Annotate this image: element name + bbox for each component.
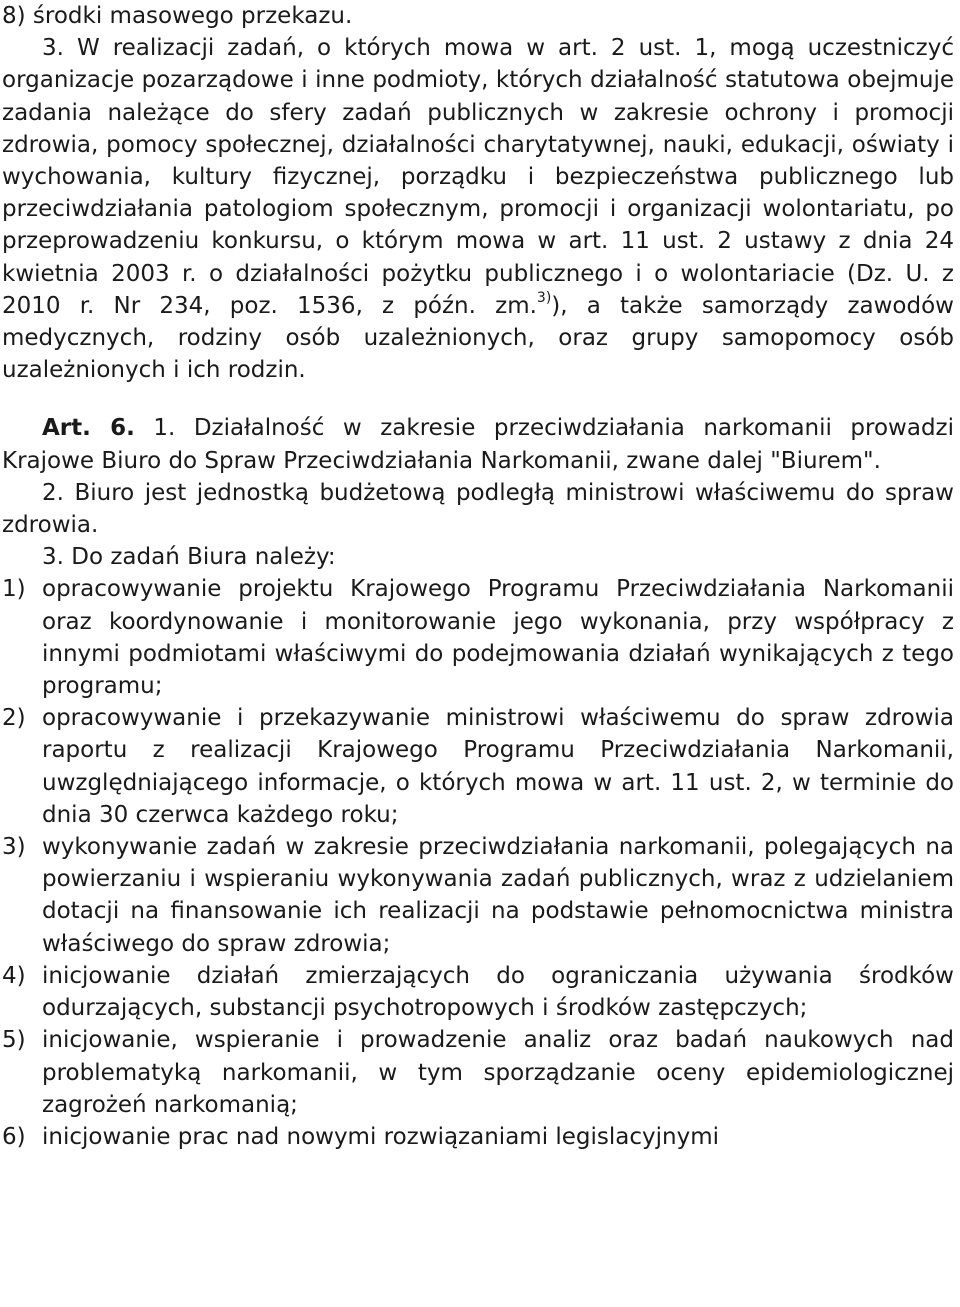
list-item bbox=[2, 831, 954, 960]
list-item bbox=[2, 1024, 954, 1121]
paragraph-3 bbox=[2, 32, 954, 386]
list-item-number: 4) bbox=[2, 962, 26, 989]
tasks-list bbox=[2, 573, 954, 1153]
list-item-text: inicjowanie, wspieranie i prowadzenie analiz oraz badań naukowych nad problematyką narkomanii, w tym sporządzanie oceny epidemiologicznej zagrożeń narkomanią; bbox=[42, 1027, 954, 1118]
list-item bbox=[2, 573, 954, 702]
article-heading: Art. 6. bbox=[42, 415, 135, 442]
list-item-text: inicjowanie prac nad nowymi rozwiązaniami legislacyjnymi bbox=[42, 1123, 720, 1150]
article-6-paragraph-1-text: 1. Działalność w zakresie przeciwdziałania narkomanii prowadzi Krajowe Biuro do Spraw Przeciwdziałania Narkomanii, zwane dalej "Biurem". bbox=[2, 415, 955, 474]
list-item bbox=[2, 960, 954, 1024]
list-item-number: 5) bbox=[2, 1027, 26, 1054]
article-6 bbox=[2, 412, 954, 1153]
list-item-number: 3) bbox=[2, 834, 26, 861]
list-item-text: opracowywanie projektu Krajowego Programu Przeciwdziałania Narkomanii oraz koordynowanie i monitorowanie jego wykonania, przy współpracy z innymi podmiotami właściwymi do podejmowania działań wynikających z tego programu; bbox=[42, 576, 954, 700]
article-6-paragraph-2: 2. Biuro jest jednostką budżetową podległą ministrowi właściwemu do spraw zdrowia. bbox=[2, 479, 954, 539]
paragraph-3-text-continued: ), a także samorządy zawodów medycznych, rodziny osób uzależnionych, oraz grupy samopomocy osób uzależnionych i ich rodzin. bbox=[2, 292, 954, 384]
list-item bbox=[2, 1121, 954, 1153]
list-item-8 bbox=[2, 0, 954, 32]
list-item-text: środki masowego przekazu. bbox=[32, 3, 353, 29]
list-item-text: inicjowanie działań zmierzających do ograniczania używania środków odurzających, substancji psychotropowych i środków zastępczych; bbox=[42, 962, 954, 1022]
article-6-paragraph-1 bbox=[2, 412, 954, 476]
list-item-text: wykonywanie zadań w zakresie przeciwdziałania narkomanii, polegających na powierzaniu i wspieraniu wykonywania zadań publicznych, wraz z udzielaniem dotacji na finansowanie ich realizacji na podstawie pełnomocnictwa ministra właściwego do spraw zdrowia; bbox=[42, 834, 954, 957]
footnote-reference[interactable]: 3) bbox=[536, 290, 552, 307]
list-item-number: 8) bbox=[2, 3, 33, 29]
list-item bbox=[2, 702, 954, 831]
article-6-paragraph-3: 3. Do zadań Biura należy: bbox=[42, 544, 336, 571]
list-item-number: 2) bbox=[2, 705, 26, 732]
paragraph-3-text: 3. W realizacji zadań, o których mowa w art. 2 ust. 1, mogą uczestniczyć organizacje pozarządowe i inne podmioty, których działalność statutowa obejmuje zadania należące do sfery zadań publicznych w zakresie ochrony i promocji zdrowia, pomocy społecznej, działalności charytatywnej, nauki, edukacji, oświaty i wychowania, kultury fizycznej, porządku i bezpieczeństwa publicznego lub przeciwdziałania patologiom społecznym, promocji i organizacji wolontariatu, po przeprowadzeniu konkursu, o którym mowa w art. 11 ust. 2 ustawy z dnia 24 kwietnia 2003 r. o działalności pożytku publicznego i o wolontariacie (Dz. U. z 2010 r. Nr 234, poz. 1536, z późn. zm. bbox=[2, 35, 954, 319]
list-item-text: opracowywanie i przekazywanie ministrowi właściwemu do spraw zdrowia raportu z realizacji Krajowego Programu Przeciwdziałania Narkomanii, uwzględniającego informacje, o których mowa w art. 11 ust. 2, w terminie do dnia 30 czerwca każdego roku; bbox=[42, 705, 954, 828]
list-item-number: 6) bbox=[2, 1123, 26, 1150]
list-item-number: 1) bbox=[2, 576, 26, 603]
